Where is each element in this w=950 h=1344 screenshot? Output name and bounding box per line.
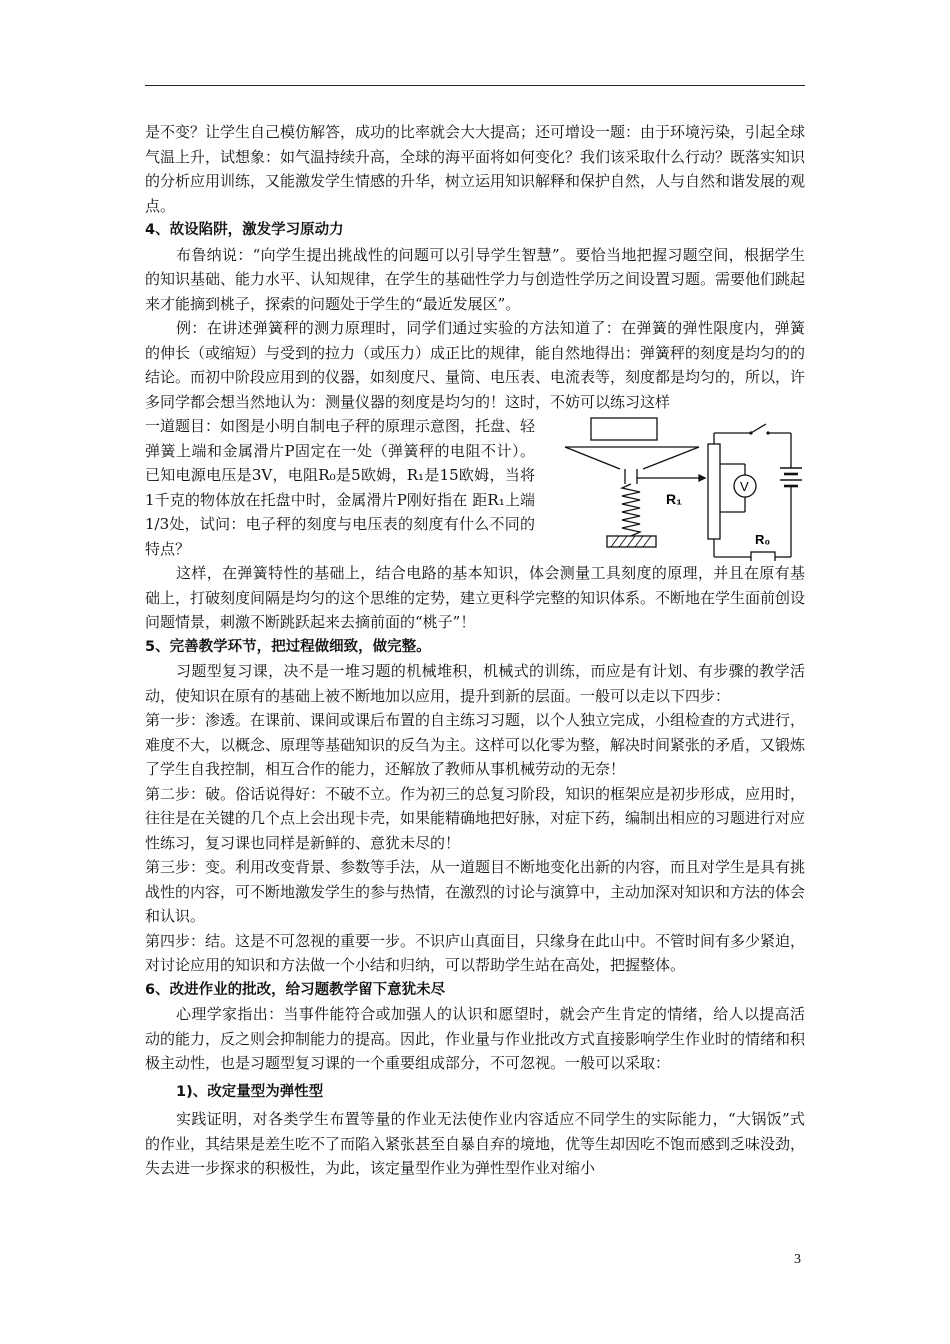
paragraph: 实践证明，对各类学生布置等量的作业无法使作业内容适应不同学生的实际能力，“大锅饭”式的作业，其结果是差生吃不了而陷入紧张甚至自暴自弃的境地，优等生却因吃不饱而感到乏味没劲，失去进一步探求的积极性，为此，该定量型作业为弹性型作业对缩小 xyxy=(145,1110,806,1177)
paragraph: 布鲁纳说：“向学生提出挑战性的问题可以引导学生智慧”。要恰当地把握习题空间，根据学生的知识基础、能力水平、认知规律，在学生的基础性学力与创造性学历之间设置习题。需要他们跳起来才能摘到桃子，探索的问题处于学生的“最近发展区”。 xyxy=(145,245,806,313)
label-v: V xyxy=(740,479,749,494)
paragraph: 是不变？让学生自己模仿解答，成功的比率就会大大提高；还可增设一题：由于环境污染，引起全球气温上升，试想象：如气温持续升高，全球的海平面将如何变化？我们该采取什么行动？既落实知识的分析应用训练，又能激发学生情感的升华，树立运用知识解释和保护自然，人与自然和谐发展的观点。 xyxy=(145,123,806,215)
paragraph: 心理学家指出：当事件能符合或加强人的认识和愿望时，就会产生肯定的情绪，给人以提高活动的能力，反之则会抑制能力的提高。因此，作业量与作业批改方式直接影响学生作业时的情绪和积极主动性，也是习题型复习课的一个重要组成部分，不可忽视。一般可以采取： xyxy=(145,1005,806,1072)
section-heading-5: 5、完善教学环节，把过程做细致，做完整。 xyxy=(145,638,431,655)
label-r1: R₁ xyxy=(666,491,682,507)
switch xyxy=(751,424,766,433)
rheostat-r1 xyxy=(708,444,720,539)
subheading: 1)、改定量型为弹性型 xyxy=(176,1083,324,1100)
tray-right xyxy=(643,447,699,469)
switch-contact xyxy=(749,431,752,434)
label-r0: R₀ xyxy=(755,532,771,547)
page-content xyxy=(145,120,805,1181)
step-paragraph: 第三步：变。利用改变背景、参数等手法，从一道题目不断地变化出新的内容，而且对学生是具有挑战性的内容，可不断地激发学生的参与热情，在激烈的讨论与演算中，主动加深对知识和方法的体会和认识。 xyxy=(145,858,806,925)
paragraph: 习题型复习课，决不是一堆习题的机械堆积，机械式的训练，而应是有计划、有步骤的教学活动，使知识在原有的基础上被不断地加以应用，提升到新的层面。一般可以走以下四步： xyxy=(145,662,805,705)
tray-left xyxy=(565,447,620,469)
figure-block xyxy=(145,414,805,561)
slider-p-arrow xyxy=(699,475,705,481)
step-paragraph: 第一步：渗透。在课前、课间或课后布置的自主练习习题，以个人独立完成，小组检查的方式进行，难度不大，以概念、原理等基础知识的反刍为主。这样可以化零为整，解决时间紧张的矛盾，又锻炼了学生自我控制，相互合作的能力，还解放了教师从事机械劳动的无奈！ xyxy=(145,711,806,778)
electronic-scale-circuit-diagram xyxy=(563,416,805,561)
section-heading-4: 4、故设陷阱，激发学习原动力 xyxy=(145,222,344,238)
spring xyxy=(622,484,640,536)
resistor-r0 xyxy=(751,552,775,561)
step-paragraph: 第二步：破。俗话说得好：不破不立。作为初三的总复习阶段，知识的框架应是初步形成，应用时，往往是在关键的几个点上会出现卡壳，如果能精确地把好脉，对症下药，编制出相应的习题进行对应性练习，复习课也同样是新鲜的、意犹未尽的！ xyxy=(145,784,806,852)
step-paragraph: 第四步：结。这是不可忽视的重要一步。不识庐山真面目，只缘身在此山中。不管时间有多少紧迫，对讨论应用的知识和方法做一个小结和归纳，可以帮助学生站在高处，把握整体。 xyxy=(145,931,806,974)
paragraph: 这样，在弹簧特性的基础上，结合电路的基本知识，体会测量工具刻度的原理，并且在原有基础上，打破刻度间隔是均匀的这个思维的定势，建立更科学完整的知识体系。不断地在学生面前创设问题情景，刺激不断跳跃起来去摘前面的“桃子”！ xyxy=(145,564,806,631)
switch-contact xyxy=(766,431,769,434)
weight-block xyxy=(591,418,657,440)
paragraph: 例：在讲述弹簧秤的测力原理时，同学们通过实验的方法知道了：在弹簧的弹性限度内，弹簧的伸长（或缩短）与受到的拉力（或压力）成正比的规律，能自然地得出：弹簧秤的刻度是均匀的的结论。而初中阶段应用到的仪器，如刻度尺、量筒、电压表、电流表等，刻度都是均匀的，所以，许多同学都会想当然地认为：测量仪器的刻度是均匀的！这时，不妨可以练习这样 xyxy=(145,319,806,411)
section-heading-6: 6、改进作业的批改，给习题教学留下意犹未尽 xyxy=(145,981,446,998)
battery xyxy=(780,468,802,486)
header-rule xyxy=(145,85,805,86)
base-block xyxy=(607,536,656,547)
figure-question: 一道题目：如图是小明自制电子秤的原理示意图，托盘、轻弹簧上端和金属滑片P固定在一处（弹簧秤的电阻不计）。已知电源电压是3V，电阻R₀是5欧姆，R₁是15欧姆，当将1千克的物体放在托盘中时，金属滑片P刚好指在 距R₁上端1/3处，试问：电子秤的刻度与电压表的刻度有什么不同的特点？ xyxy=(145,417,536,558)
page-number: 3 xyxy=(794,1252,801,1267)
